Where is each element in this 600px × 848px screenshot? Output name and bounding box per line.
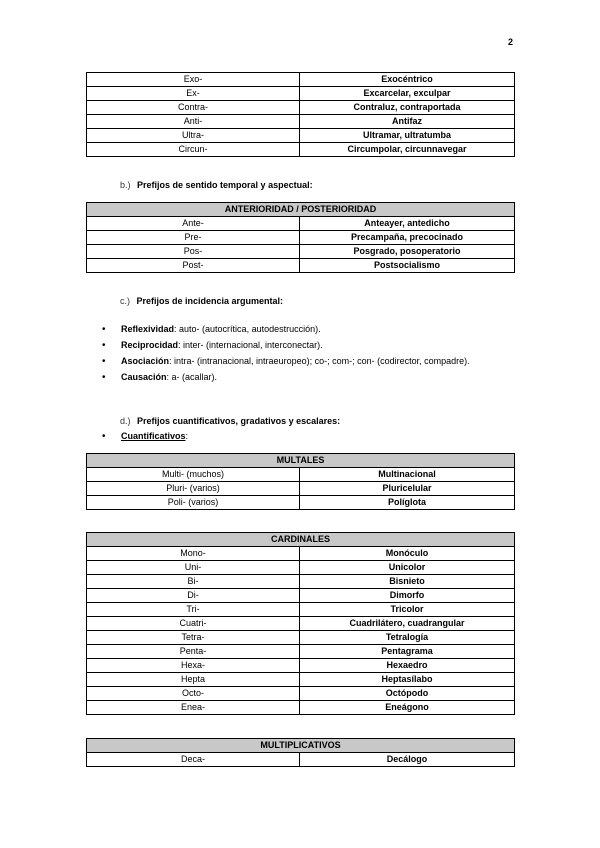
section-b-heading (120, 180, 313, 190)
example-cell: Posgrado, posoperatorio (300, 245, 515, 259)
bullet-term: Asociación (121, 356, 170, 366)
example-cell: Pentagrama (300, 645, 515, 659)
example-cell: Unicolor (300, 561, 515, 575)
list-item (102, 338, 470, 354)
table-row (87, 245, 515, 259)
prefix-cell: Ultra- (87, 129, 300, 143)
prefix-cell: Poli- (varios) (87, 496, 300, 510)
section-c-heading (120, 296, 283, 306)
table-multales (86, 453, 515, 510)
table-row (87, 259, 515, 273)
example-cell: Precampaña, precocinado (300, 231, 515, 245)
section-c-title: Prefijos de incidencia argumental: (136, 296, 284, 306)
table-row (87, 547, 515, 561)
section-d-letter: d.) (120, 416, 131, 426)
example-cell: Pluricelular (300, 482, 515, 496)
table-header: MULTIPLICATIVOS (87, 739, 515, 753)
bullet-text: : auto- (autocrítica, autodestrucción). (174, 324, 321, 334)
cuantificativos-bullet (102, 431, 188, 442)
prefix-cell: Contra- (87, 101, 300, 115)
example-cell: Multinacional (300, 468, 515, 482)
prefix-cell: Pluri- (varios) (87, 482, 300, 496)
example-cell: Postsocialismo (300, 259, 515, 273)
table-row (87, 231, 515, 245)
prefix-cell: Octo- (87, 687, 300, 701)
example-cell: Antifaz (300, 115, 515, 129)
list-item (102, 322, 470, 338)
prefix-cell: Hepta (87, 673, 300, 687)
table-row (87, 143, 515, 157)
table-row (87, 701, 515, 715)
bullet-icon: • (102, 324, 106, 335)
example-cell: Cuadrilátero, cuadrangular (300, 617, 515, 631)
list-item (102, 354, 470, 370)
bullet-icon: • (102, 372, 106, 383)
bullet-term: Causación (121, 372, 167, 382)
table-row (87, 645, 515, 659)
bullet-term: Reciprocidad (121, 340, 179, 350)
bullet-text: : intra- (intranacional, intraeuropeo); co-; com-; con- (codirector, compadre). (169, 356, 470, 366)
bullet-icon: • (102, 356, 106, 367)
table-row (87, 589, 515, 603)
table-row (87, 575, 515, 589)
table-row (87, 129, 515, 143)
table-row (87, 753, 515, 767)
table-local-prefixes (86, 72, 515, 157)
section-b-letter: b.) (120, 180, 131, 190)
table-row (87, 561, 515, 575)
table-cardinales (86, 532, 515, 715)
table-multiplicativos (86, 738, 515, 767)
example-cell: Exocéntrico (300, 73, 515, 87)
bullet-suffix: : (185, 431, 189, 441)
prefix-cell: Di- (87, 589, 300, 603)
prefix-cell: Deca- (87, 753, 300, 767)
table-row (87, 603, 515, 617)
table-row (87, 673, 515, 687)
table-row (87, 482, 515, 496)
bullet-text: : a- (acallar). (166, 372, 218, 382)
prefix-cell: Pos- (87, 245, 300, 259)
table-row (87, 687, 515, 701)
table-header: MULTALES (87, 454, 515, 468)
table-row (87, 73, 515, 87)
section-c-letter: c.) (120, 296, 130, 306)
prefix-cell: Enea- (87, 701, 300, 715)
example-cell: Tetralogía (300, 631, 515, 645)
table-row (87, 631, 515, 645)
example-cell: Bisnieto (300, 575, 515, 589)
table-row (87, 101, 515, 115)
prefix-cell: Circun- (87, 143, 300, 157)
section-d-heading (120, 416, 340, 426)
prefix-cell: Bi- (87, 575, 300, 589)
prefix-cell: Hexa- (87, 659, 300, 673)
example-cell: Eneágono (300, 701, 515, 715)
bullet-icon: • (102, 431, 106, 442)
example-cell: Octópodo (300, 687, 515, 701)
example-cell: Ultramar, ultratumba (300, 129, 515, 143)
list-item (102, 370, 470, 386)
prefix-cell: Ante- (87, 217, 300, 231)
table-row (87, 468, 515, 482)
prefix-cell: Exo- (87, 73, 300, 87)
prefix-cell: Multi- (muchos) (87, 468, 300, 482)
prefix-cell: Mono- (87, 547, 300, 561)
page-number: 2 (508, 37, 514, 47)
table-row (87, 617, 515, 631)
table-row (87, 659, 515, 673)
prefix-cell: Post- (87, 259, 300, 273)
example-cell: Hexaedro (300, 659, 515, 673)
prefix-cell: Penta- (87, 645, 300, 659)
section-b-title: Prefijos de sentido temporal y aspectual: (137, 180, 313, 190)
table-header: ANTERIORIDAD / POSTERIORIDAD (87, 203, 515, 217)
table-row (87, 496, 515, 510)
example-cell: Políglota (300, 496, 515, 510)
bullet-term: Reflexividad (121, 324, 175, 334)
bullet-icon: • (102, 340, 106, 351)
table-row (87, 115, 515, 129)
prefix-cell: Pre- (87, 231, 300, 245)
prefix-cell: Ex- (87, 87, 300, 101)
prefix-cell: Cuatri- (87, 617, 300, 631)
table-row (87, 217, 515, 231)
example-cell: Circumpolar, circunnavegar (300, 143, 515, 157)
bullet-text: : inter- (internacional, interconectar). (178, 340, 323, 350)
example-cell: Decálogo (300, 753, 515, 767)
prefix-cell: Anti- (87, 115, 300, 129)
section-d-title: Prefijos cuantificativos, gradativos y escalares: (137, 416, 341, 426)
prefix-cell: Uni- (87, 561, 300, 575)
example-cell: Tricolor (300, 603, 515, 617)
argument-bullet-list (102, 322, 470, 386)
example-cell: Dimorfo (300, 589, 515, 603)
example-cell: Heptasílabo (300, 673, 515, 687)
example-cell: Monóculo (300, 547, 515, 561)
bullet-term: Cuantificativos (121, 431, 186, 441)
example-cell: Excarcelar, exculpar (300, 87, 515, 101)
table-row (87, 87, 515, 101)
example-cell: Anteayer, antedicho (300, 217, 515, 231)
prefix-cell: Tetra- (87, 631, 300, 645)
prefix-cell: Tri- (87, 603, 300, 617)
example-cell: Contraluz, contraportada (300, 101, 515, 115)
table-anterioridad-posterioridad (86, 202, 515, 273)
table-header: CARDINALES (87, 533, 515, 547)
